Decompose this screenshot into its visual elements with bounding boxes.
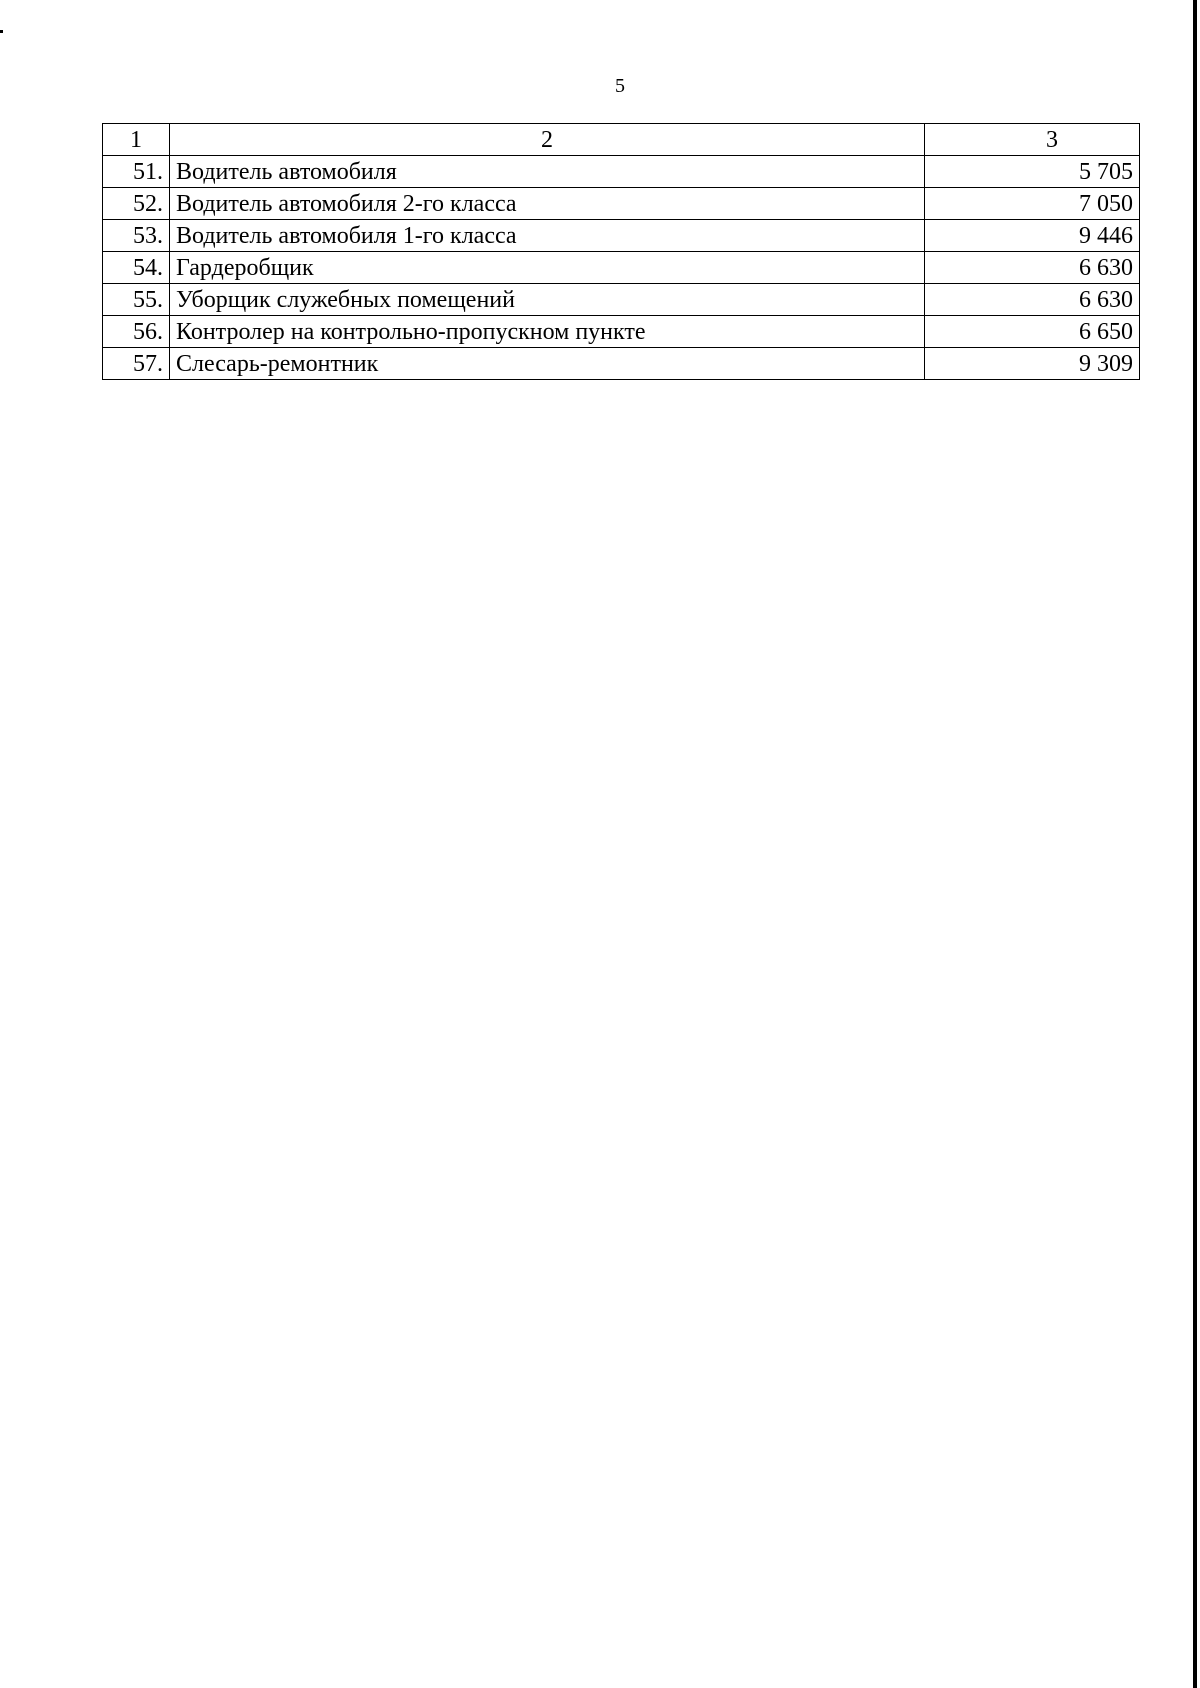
position-name: Слесарь-ремонтник [170, 348, 925, 380]
header-cell-1: 1 [103, 124, 170, 156]
salary-value: 5 705 [925, 156, 1140, 188]
table-header-row [103, 124, 1140, 156]
row-number: 52. [103, 188, 170, 220]
position-name: Водитель автомобиля 1-го класса [170, 220, 925, 252]
position-name: Гардеробщик [170, 252, 925, 284]
table-row [103, 284, 1140, 316]
row-number: 57. [103, 348, 170, 380]
scan-edge-border [1193, 0, 1197, 1688]
salary-value: 9 309 [925, 348, 1140, 380]
salary-table [102, 123, 1140, 380]
page-number: 5 [615, 75, 625, 97]
row-number: 56. [103, 316, 170, 348]
row-number: 55. [103, 284, 170, 316]
row-number: 51. [103, 156, 170, 188]
table-row [103, 220, 1140, 252]
header-cell-3: 3 [925, 124, 1140, 156]
table-row [103, 188, 1140, 220]
row-number: 54. [103, 252, 170, 284]
row-number: 53. [103, 220, 170, 252]
table-row [103, 316, 1140, 348]
table-row [103, 252, 1140, 284]
table-row [103, 156, 1140, 188]
scan-mark [0, 30, 3, 33]
position-name: Уборщик служебных помещений [170, 284, 925, 316]
position-name: Водитель автомобиля [170, 156, 925, 188]
salary-value: 6 630 [925, 252, 1140, 284]
salary-value: 6 630 [925, 284, 1140, 316]
salary-value: 7 050 [925, 188, 1140, 220]
salary-value: 9 446 [925, 220, 1140, 252]
header-cell-2: 2 [170, 124, 925, 156]
position-name: Контролер на контрольно-пропускном пункте [170, 316, 925, 348]
salary-value: 6 650 [925, 316, 1140, 348]
table-row [103, 348, 1140, 380]
position-name: Водитель автомобиля 2-го класса [170, 188, 925, 220]
